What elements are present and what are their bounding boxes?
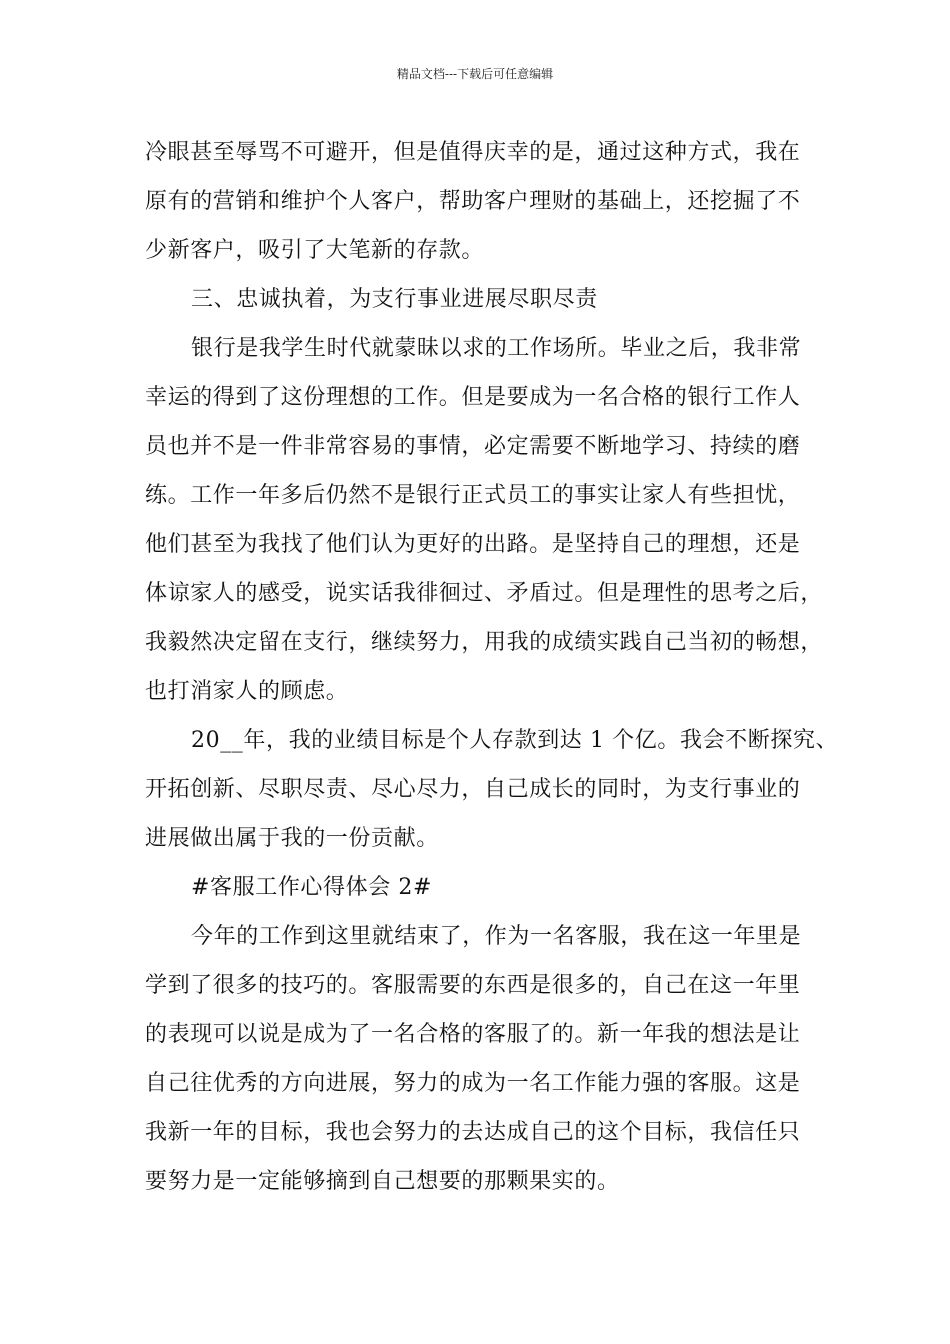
text-line: 少新客户，吸引了大笔新的存款。: [145, 238, 485, 263]
text-line: 他们甚至为我找了他们认为更好的出路。是坚持自己的理想，还是: [145, 532, 801, 557]
text-line: 我毅然决定留在支行，继续努力，用我的成绩实践自己当初的畅想，: [145, 630, 824, 655]
text-line: 冷眼甚至辱骂不可避开，但是值得庆幸的是，通过这种方式，我在: [145, 140, 801, 165]
text-line: 自己往优秀的方向进展，努力的成为一名工作能力强的客服。这是: [145, 1071, 801, 1096]
text-line: 的表现可以说是成为了一名合格的客服了的。新一年我的想法是让: [145, 1022, 801, 1047]
page-header: 精品文档---下载后可任意编辑: [396, 67, 554, 81]
text-line: 今年的工作到这里就结束了，作为一名客服，我在这一年里是: [191, 924, 802, 949]
text-line: 幸运的得到了这份理想的工作。但是要成为一名合格的银行工作人: [145, 385, 801, 410]
text-line: 开拓创新、尽职尽责、尽心尽力，自己成长的同时，为支行事业的: [145, 777, 801, 802]
section-heading: 三、忠诚执着，为支行事业进展尽职尽责: [191, 287, 598, 312]
text-line: 体谅家人的感受，说实话我徘徊过、矛盾过。但是理性的思考之后，: [145, 581, 824, 606]
document-body: [145, 128, 839, 1206]
text-line: 银行是我学生时代就蒙昧以求的工作场所。毕业之后，我非常: [191, 336, 802, 361]
text-line: 练。工作一年多后仍然不是银行正式员工的事实让家人有些担忧，: [145, 483, 801, 508]
text-line: 我新一年的目标，我也会努力的去达成自己的这个目标，我信任只: [145, 1120, 801, 1145]
text-line: 学到了很多的技巧的。客服需要的东西是很多的，自己在这一年里: [145, 973, 801, 998]
section-heading: #客服工作心得体会 2#: [191, 875, 433, 900]
text-line: 进展做出属于我的一份贡献。: [145, 826, 439, 851]
text-line: 原有的营销和维护个人客户，帮助客户理财的基础上，还挖掘了不: [145, 189, 801, 214]
text-line: 要努力是一定能够摘到自己想要的那颗果实的。: [145, 1169, 620, 1194]
text-line: 员也并不是一件非常容易的事情，必定需要不断地学习、持续的磨: [145, 434, 801, 459]
text-line: 也打消家人的顾虑。: [145, 679, 349, 704]
text-line: 20__年，我的业绩目标是个人存款到达 1 个亿。我会不断探究、: [191, 728, 839, 753]
